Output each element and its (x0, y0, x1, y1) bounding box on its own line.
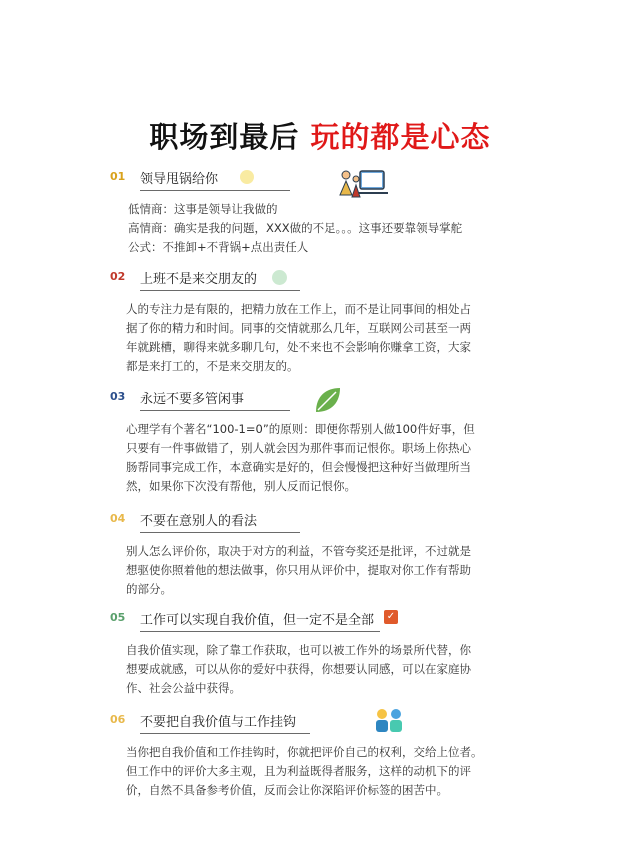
body-line: 当你把自我价值和工作挂钩时，你就把评价自己的权利，交给上位者。 (126, 745, 483, 759)
section-body (126, 641, 526, 698)
section-body (126, 420, 526, 496)
title-part1: 职场到最后 (149, 120, 300, 154)
body-line: 公式：不推卸+不背锅+点出责任人 (128, 240, 309, 254)
section-underline (140, 410, 290, 411)
body-line: 想驱使你照着他的想法做事，你只用从评价中，提取对你工作有帮助 (126, 563, 471, 577)
body-line: 低情商：这事是领导让我做的 (128, 202, 278, 216)
section-number: 03 (110, 390, 126, 403)
section-1 (110, 168, 530, 257)
section-6 (110, 711, 530, 800)
section-underline (140, 733, 310, 734)
section-title: 工作可以实现自我价值，但一定不是全部 (140, 613, 375, 628)
section-underline (140, 532, 300, 533)
body-line: 的部分。 (126, 582, 172, 596)
section-number: 04 (110, 512, 126, 525)
section-underline (140, 290, 300, 291)
body-line: 价，自然不具备参考价值，反而会让你深陷评价标签的困苦中。 (126, 783, 448, 797)
page-title (0, 115, 640, 156)
section-body (126, 300, 526, 376)
section-number: 05 (110, 611, 126, 624)
body-line: 高情商：确实是我的问题，XXX做的不足。。。这事还要靠领导掌舵 (128, 221, 463, 235)
body-line: 但工作中的评价大多主观，且为利益既得者服务，这样的动机下的评 (126, 764, 471, 778)
body-line: 肠帮同事完成工作，本意确实是好的，但会慢慢把这种好当做理所当 (126, 460, 471, 474)
body-line: 心理学有个著名“100-1=0”的原则：即便你帮别人做100件好事，但 (126, 422, 475, 436)
section-title: 不要把自我价值与工作挂钩 (140, 715, 297, 730)
section-4 (110, 510, 530, 599)
section-2 (110, 268, 530, 376)
section-title: 不要在意别人的看法 (140, 514, 258, 529)
leaf-icon (312, 384, 344, 416)
office-people-icon (332, 165, 392, 205)
section-body (126, 743, 526, 800)
section-number: 06 (110, 713, 126, 726)
section-body (128, 200, 528, 257)
section-underline (140, 631, 380, 632)
body-line: 只要有一件事做错了，别人就会因为那件事而记恨你。职场上你热心 (126, 441, 471, 455)
body-line: 都是来打工的，不是来交朋友的。 (126, 359, 299, 373)
section-title: 永远不要多管闲事 (140, 392, 245, 407)
body-line: 年就跳槽，聊得来就多聊几句，处不来也不会影响你赚拿工资，大家 (126, 340, 471, 354)
body-line: 自我价值实现，除了靠工作获取，也可以被工作外的场景所代替，你 (126, 643, 471, 657)
section-underline (140, 190, 290, 191)
body-line: 然，如果你下次没有帮他，别人反而记恨你。 (126, 479, 356, 493)
section-5 (110, 609, 530, 698)
team-icon (372, 706, 408, 734)
globe-icon (272, 270, 287, 285)
section-title: 上班不是来交朋友的 (140, 272, 258, 287)
body-line: 别人怎么评价你，取决于对方的利益，不管夸奖还是批评，不过就是 (126, 544, 471, 558)
section-number: 02 (110, 270, 126, 283)
section-title: 领导甩锅给你 (140, 172, 219, 187)
sun-icon (240, 170, 254, 184)
body-line: 想要成就感，可以从你的爱好中获得，你想要认同感，可以在家庭协 (126, 662, 471, 676)
body-line: 据了你的精力和时间。同事的交情就那么几年，互联网公司甚至一两 (126, 321, 471, 335)
section-body (126, 542, 526, 599)
body-line: 人的专注力是有限的，把精力放在工作上，而不是让同事间的相处占 (126, 302, 471, 316)
body-line: 作、社会公益中获得。 (126, 681, 241, 695)
title-part2: 玩的都是心态 (310, 120, 491, 154)
checkbox-icon: ✓ (384, 610, 398, 624)
section-number: 01 (110, 170, 126, 183)
